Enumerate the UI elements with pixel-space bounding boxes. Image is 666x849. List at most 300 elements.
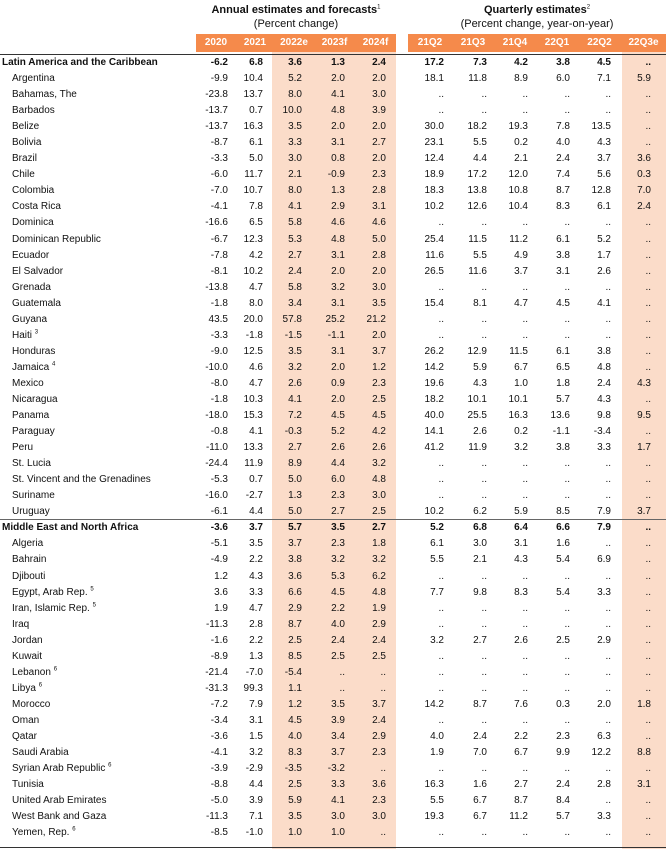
annual-value-cell: -11.3 — [205, 811, 228, 823]
quarterly-value-cell: 2.6 — [597, 265, 611, 277]
country-name: Middle East and North Africa — [2, 522, 139, 534]
country-row — [0, 248, 666, 264]
annual-value-cell: 3.0 — [288, 153, 302, 165]
annual-subtitle: (Percent change) — [253, 18, 339, 30]
col-header-2021: 2021 — [243, 37, 267, 48]
annual-value-cell: 7.2 — [288, 410, 302, 422]
annual-value-cell: 2.7 — [372, 137, 386, 149]
annual-value-cell: 3.4 — [288, 297, 302, 309]
quarterly-value-cell: .. — [605, 795, 611, 807]
annual-value-cell: 4.8 — [372, 586, 386, 598]
quarterly-value-cell: 4.3 — [597, 137, 611, 149]
quarterly-value-cell: 2.9 — [597, 634, 611, 646]
annual-value-cell: 3.5 — [372, 297, 386, 309]
row-label — [12, 633, 43, 649]
quarterly-value-cell: .. — [645, 426, 651, 438]
quarterly-value-cell: 2.6 — [473, 426, 487, 438]
quarterly-value-cell: 12.2 — [591, 747, 611, 759]
quarterly-value-cell: -1.1 — [552, 426, 570, 438]
quarterly-value-cell: 7.0 — [637, 185, 651, 197]
country-row — [0, 488, 666, 504]
quarterly-value-cell: 19.3 — [508, 121, 528, 133]
quarterly-value-cell: 4.0 — [430, 730, 444, 742]
annual-value-cell: 10.0 — [282, 105, 302, 117]
row-label — [12, 167, 35, 183]
annual-value-cell: 2.2 — [249, 554, 263, 566]
quarterly-value-cell: 6.6 — [556, 522, 570, 534]
annual-value-cell: 3.9 — [372, 105, 386, 117]
quarterly-value-cell: 10.2 — [424, 201, 444, 213]
annual-value-cell: 8.9 — [288, 458, 302, 470]
annual-value-cell: 4.7 — [249, 281, 263, 293]
quarterly-value-cell: .. — [564, 666, 570, 678]
quarterly-value-cell: 1.8 — [556, 377, 570, 389]
quarterly-value-cell: 1.6 — [473, 779, 487, 791]
quarterly-value-cell: 41.2 — [424, 442, 444, 454]
annual-value-cell: 5.3 — [331, 570, 345, 582]
quarterly-value-cell: 11.8 — [468, 73, 487, 85]
row-label — [12, 344, 55, 360]
country-name: Oman — [12, 714, 40, 726]
annual-value-cell: -0.9 — [327, 169, 345, 181]
quarterly-value-cell: 6.0 — [556, 73, 570, 85]
annual-value-cell: 2.4 — [331, 634, 345, 646]
quarterly-value-cell: .. — [564, 217, 570, 229]
annual-value-cell: 2.0 — [372, 265, 386, 277]
row-label — [12, 665, 57, 681]
quarterly-value-cell: 3.7 — [514, 265, 528, 277]
quarterly-value-cell: .. — [522, 763, 528, 775]
annual-value-cell: -3.6 — [210, 730, 228, 742]
row-label — [12, 440, 33, 456]
quarterly-value-cell: 4.0 — [556, 137, 570, 149]
footnote-marker: 4 — [52, 361, 56, 368]
country-name: St. Vincent and the Grenadines — [12, 474, 151, 486]
annual-value-cell: 3.3 — [331, 779, 345, 791]
quarterly-value-cell: .. — [605, 313, 611, 325]
annual-value-cell: 4.3 — [249, 570, 263, 582]
annual-value-cell: 10.7 — [243, 185, 263, 197]
country-row — [0, 793, 666, 809]
col-header-22q3e: 22Q3e — [628, 37, 659, 48]
quarterly-value-cell: .. — [564, 474, 570, 486]
row-label — [12, 617, 29, 633]
row-label — [12, 456, 51, 472]
annual-value-cell: 3.3 — [249, 586, 263, 598]
annual-value-cell: 2.9 — [331, 201, 345, 213]
quarterly-value-cell: 40.0 — [424, 410, 444, 422]
annual-value-cell: 4.1 — [249, 426, 263, 438]
row-label — [12, 552, 46, 568]
annual-value-cell: 1.5 — [249, 730, 263, 742]
country-name: Chile — [12, 169, 35, 181]
annual-value-cell: 4.0 — [288, 730, 302, 742]
annual-value-cell: 3.5 — [288, 121, 302, 133]
quarterly-value-cell: 6.7 — [514, 747, 528, 759]
annual-value-cell: 5.3 — [288, 233, 302, 245]
annual-value-cell: 3.0 — [372, 281, 386, 293]
annual-value-cell: 3.2 — [331, 281, 345, 293]
quarterly-value-cell: .. — [605, 490, 611, 502]
quarterly-value-cell: .. — [481, 602, 487, 614]
country-name: Djibouti — [12, 570, 46, 582]
annual-value-cell: 2.2 — [331, 602, 345, 614]
country-name: El Salvador — [12, 265, 64, 277]
annual-value-cell: .. — [380, 827, 386, 839]
quarterly-value-cell: 8.9 — [514, 73, 528, 85]
quarterly-value-cell: 9.8 — [473, 586, 487, 598]
quarterly-value-cell: 4.4 — [473, 153, 487, 165]
quarterly-value-cell: .. — [438, 763, 444, 775]
quarterly-value-cell: 5.6 — [597, 169, 611, 181]
annual-value-cell: 4.7 — [249, 377, 263, 389]
quarterly-value-cell: 19.6 — [424, 377, 444, 389]
annual-value-cell: 20.0 — [243, 313, 263, 325]
annual-value-cell: 3.7 — [331, 747, 345, 759]
quarterly-value-cell: .. — [481, 666, 487, 678]
row-label — [12, 569, 45, 585]
quarterly-value-cell: .. — [645, 393, 651, 405]
quarterly-value-cell: .. — [438, 827, 444, 839]
annual-title: Annual estimates and forecasts$^1$ — [211, 4, 381, 16]
quarterly-value-cell: .. — [645, 345, 651, 357]
quarterly-value-cell: 3.8 — [556, 57, 570, 68]
quarterly-value-cell: 6.5 — [556, 361, 570, 373]
quarterly-value-cell: .. — [645, 297, 651, 309]
annual-value-cell: 2.4 — [372, 634, 386, 646]
quarterly-value-cell: 12.0 — [508, 169, 528, 181]
row-label — [12, 135, 41, 151]
annual-value-cell: 0.7 — [249, 474, 263, 486]
annual-value-cell: 8.0 — [288, 185, 302, 197]
col-header-21q3: 21Q3 — [460, 37, 486, 48]
annual-value-cell: 2.7 — [288, 249, 302, 261]
quarterly-value-cell: .. — [564, 570, 570, 582]
quarterly-value-cell: .. — [438, 313, 444, 325]
quarterly-value-cell: .. — [481, 490, 487, 502]
annual-value-cell: -31.3 — [205, 682, 228, 694]
quarterly-value-cell: 5.9 — [514, 506, 528, 518]
quarterly-value-cell: 5.5 — [430, 795, 444, 807]
row-label — [12, 360, 55, 376]
quarterly-value-cell: .. — [645, 666, 651, 678]
quarterly-value-cell: 2.1 — [473, 554, 487, 566]
quarterly-value-cell: .. — [645, 121, 651, 133]
quarterly-value-cell: 3.2 — [514, 442, 528, 454]
country-name: Egypt, Arab Rep. — [12, 586, 88, 598]
quarterly-value-cell: .. — [605, 105, 611, 117]
country-name: Morocco — [12, 698, 51, 710]
annual-value-cell: 13.3 — [243, 442, 263, 454]
quarterly-value-cell: .. — [605, 281, 611, 293]
quarterly-value-cell: .. — [645, 714, 651, 726]
quarterly-value-cell: 8.7 — [514, 795, 528, 807]
quarterly-value-cell: 7.0 — [473, 747, 487, 759]
country-row — [0, 408, 666, 424]
quarterly-value-cell: .. — [645, 730, 651, 742]
annual-value-cell: 3.6 — [288, 57, 302, 68]
quarterly-column-header — [408, 34, 666, 52]
annual-value-cell: 2.5 — [288, 779, 302, 791]
country-row — [0, 87, 666, 103]
annual-value-cell: 10.4 — [243, 73, 263, 85]
quarterly-value-cell: 12.9 — [467, 345, 487, 357]
quarterly-value-cell: 13.6 — [550, 410, 570, 422]
quarterly-value-cell: 8.5 — [556, 506, 570, 518]
quarterly-value-cell: 18.2 — [424, 393, 444, 405]
quarterly-value-cell: 1.6 — [556, 538, 570, 550]
quarterly-value-cell: 13.8 — [467, 185, 487, 197]
annual-value-cell: 2.0 — [372, 329, 386, 341]
quarterly-value-cell: 9.9 — [556, 747, 570, 759]
country-name: Argentina — [12, 73, 55, 85]
annual-value-cell: 1.3 — [331, 57, 345, 68]
annual-value-cell: 2.7 — [331, 506, 345, 518]
quarterly-value-cell: 11.2 — [509, 233, 528, 245]
annual-value-cell: 0.8 — [331, 153, 345, 165]
quarterly-value-cell: .. — [564, 714, 570, 726]
quarterly-value-cell: .. — [438, 682, 444, 694]
annual-value-cell: -8.9 — [210, 650, 228, 662]
row-label — [12, 649, 42, 665]
annual-value-cell: 2.0 — [331, 361, 345, 373]
quarterly-value-cell: .. — [564, 763, 570, 775]
annual-value-cell: -1.1 — [327, 329, 345, 341]
row-label — [12, 232, 101, 248]
annual-value-cell: 12.3 — [243, 233, 263, 245]
country-row — [0, 504, 666, 520]
quarterly-value-cell: 5.7 — [556, 393, 570, 405]
quarterly-value-cell: .. — [438, 329, 444, 341]
quarterly-value-cell: 9.5 — [637, 410, 651, 422]
quarterly-value-cell: 3.3 — [597, 442, 611, 454]
annual-value-cell: 4.2 — [249, 249, 263, 261]
quarterly-value-cell: 3.1 — [514, 538, 528, 550]
annual-value-cell: 5.2 — [331, 426, 345, 438]
annual-value-cell: 4.4 — [331, 458, 345, 470]
annual-value-cell: 3.1 — [331, 249, 345, 261]
row-label — [12, 825, 76, 841]
quarterly-value-cell: 1.9 — [430, 747, 444, 759]
quarterly-value-cell: .. — [522, 650, 528, 662]
quarterly-value-cell: 0.3 — [556, 698, 570, 710]
annual-value-cell: 2.8 — [372, 185, 386, 197]
country-row — [0, 280, 666, 296]
annual-value-cell: 43.5 — [208, 313, 228, 325]
annual-value-cell: .. — [380, 763, 386, 775]
annual-value-cell: 2.5 — [288, 634, 302, 646]
country-row — [0, 456, 666, 472]
annual-value-cell: -1.8 — [245, 329, 263, 341]
quarterly-value-cell: .. — [645, 329, 651, 341]
country-row — [0, 360, 666, 376]
quarterly-value-cell: 8.3 — [514, 586, 528, 598]
quarterly-value-cell: 4.3 — [597, 393, 611, 405]
country-row — [0, 167, 666, 183]
quarterly-value-cell: .. — [605, 89, 611, 101]
country-name: Kuwait — [12, 650, 43, 662]
quarterly-value-cell: 15.4 — [424, 297, 444, 309]
annual-value-cell: 99.3 — [243, 682, 263, 694]
annual-value-cell: 3.6 — [372, 779, 386, 791]
quarterly-value-cell: .. — [564, 618, 570, 630]
quarterly-value-cell: 30.0 — [424, 121, 444, 133]
annual-value-cell: 3.7 — [288, 538, 302, 550]
annual-value-cell: 2.0 — [331, 393, 345, 405]
annual-value-cell: 4.5 — [331, 586, 345, 598]
quarterly-value-cell: .. — [522, 602, 528, 614]
row-label — [12, 681, 42, 697]
country-name: Iran, Islamic Rep. — [12, 602, 90, 614]
country-name: Bolivia — [12, 137, 42, 149]
quarterly-value-cell: 3.1 — [556, 265, 570, 277]
annual-value-cell: 2.5 — [372, 393, 386, 405]
quarterly-value-cell: 5.5 — [430, 554, 444, 566]
quarterly-value-cell: .. — [645, 554, 651, 566]
country-row — [0, 585, 666, 601]
col-header-21q2: 21Q2 — [417, 37, 443, 48]
annual-value-cell: 1.8 — [372, 538, 386, 550]
country-row — [0, 825, 666, 841]
quarterly-value-cell: .. — [645, 249, 651, 261]
annual-value-cell: 0.9 — [331, 377, 345, 389]
annual-value-cell: 4.8 — [331, 105, 345, 117]
country-row — [0, 215, 666, 231]
annual-value-cell: -6.2 — [210, 57, 228, 68]
quarterly-value-cell: .. — [438, 666, 444, 678]
country-name: Jamaica — [12, 361, 50, 373]
annual-value-cell: -8.5 — [210, 827, 228, 839]
country-name: Jordan — [12, 634, 43, 646]
country-row — [0, 392, 666, 408]
annual-value-cell: 5.9 — [288, 795, 302, 807]
quarterly-value-cell: 18.9 — [424, 169, 444, 181]
quarterly-value-cell: 6.3 — [597, 730, 611, 742]
annual-value-cell: 4.6 — [372, 217, 386, 229]
row-label — [12, 536, 43, 552]
annual-header-group — [196, 4, 396, 31]
quarterly-value-cell: 7.1 — [597, 73, 611, 85]
annual-value-cell: 3.4 — [331, 730, 345, 742]
annual-value-cell: -7.2 — [210, 698, 228, 710]
annual-value-cell: 1.1 — [288, 682, 302, 694]
quarterly-value-cell: 8.1 — [473, 297, 487, 309]
row-label — [12, 424, 55, 440]
quarterly-value-cell: .. — [522, 714, 528, 726]
quarterly-value-cell: .. — [645, 105, 651, 117]
annual-value-cell: 2.0 — [331, 121, 345, 133]
quarterly-value-cell: 4.5 — [556, 297, 570, 309]
country-row — [0, 424, 666, 440]
quarterly-value-cell: .. — [522, 666, 528, 678]
quarterly-value-cell: 6.1 — [430, 538, 444, 550]
row-label — [12, 248, 49, 264]
annual-value-cell: 1.0 — [331, 827, 345, 839]
quarterly-value-cell: .. — [645, 602, 651, 614]
country-row — [0, 729, 666, 745]
quarterly-value-cell: 17.2 — [424, 57, 444, 68]
annual-value-cell: 4.7 — [249, 602, 263, 614]
annual-value-cell: 2.3 — [331, 538, 345, 550]
annual-value-cell: 1.3 — [249, 650, 263, 662]
annual-value-cell: 3.5 — [331, 698, 345, 710]
annual-value-cell: -6.7 — [210, 233, 228, 245]
annual-value-cell: 11.9 — [244, 458, 263, 470]
annual-value-cell: 25.2 — [325, 313, 345, 325]
annual-value-cell: -13.7 — [205, 121, 228, 133]
bottom-rule — [0, 847, 666, 848]
quarterly-value-cell: .. — [564, 313, 570, 325]
quarterly-value-cell: 1.7 — [597, 249, 611, 261]
annual-value-cell: 3.0 — [331, 811, 345, 823]
annual-value-cell: 0.7 — [249, 105, 263, 117]
quarterly-value-cell: 4.1 — [597, 297, 611, 309]
annual-value-cell: 6.1 — [249, 137, 263, 149]
quarterly-value-cell: .. — [564, 682, 570, 694]
quarterly-value-cell: .. — [438, 89, 444, 101]
country-row — [0, 633, 666, 649]
row-label — [12, 729, 37, 745]
annual-value-cell: -8.8 — [210, 779, 228, 791]
annual-value-cell: -3.5 — [284, 763, 302, 775]
quarterly-value-cell: .. — [605, 329, 611, 341]
quarterly-value-cell: .. — [438, 458, 444, 470]
quarterly-value-cell: 11.6 — [468, 265, 487, 277]
footnote-marker: 6 — [72, 826, 76, 833]
quarterly-value-cell: .. — [605, 666, 611, 678]
quarterly-value-cell: .. — [605, 570, 611, 582]
annual-value-cell: 5.0 — [288, 474, 302, 486]
quarterly-value-cell: 10.1 — [467, 393, 487, 405]
quarterly-value-cell: 25.4 — [424, 233, 444, 245]
quarterly-value-cell: 2.8 — [597, 779, 611, 791]
quarterly-value-cell: .. — [522, 458, 528, 470]
annual-value-cell: 2.0 — [372, 121, 386, 133]
quarterly-value-cell: .. — [438, 650, 444, 662]
row-label — [12, 745, 69, 761]
annual-value-cell: 13.7 — [243, 89, 263, 101]
quarterly-value-cell: 2.4 — [597, 377, 611, 389]
row-label — [12, 103, 55, 119]
annual-value-cell: 3.5 — [331, 522, 345, 534]
row-label — [12, 183, 54, 199]
quarterly-value-cell: 2.2 — [514, 730, 528, 742]
annual-value-cell: 1.0 — [288, 827, 302, 839]
quarterly-value-cell: .. — [438, 714, 444, 726]
country-name: United Arab Emirates — [12, 795, 107, 807]
row-label — [2, 55, 158, 71]
annual-value-cell: 1.3 — [288, 490, 302, 502]
quarterly-value-cell: 2.6 — [514, 634, 528, 646]
quarterly-value-cell: 6.7 — [473, 795, 487, 807]
country-row — [0, 536, 666, 552]
quarterly-value-cell: 8.7 — [473, 698, 487, 710]
annual-value-cell: -5.1 — [210, 538, 228, 550]
annual-value-cell: -4.9 — [210, 554, 228, 566]
annual-value-cell: 4.1 — [331, 795, 345, 807]
annual-value-cell: 3.0 — [372, 490, 386, 502]
annual-value-cell: 4.1 — [331, 89, 345, 101]
country-name: Uruguay — [12, 506, 50, 518]
country-name: Dominica — [12, 217, 54, 229]
quarterly-value-cell: 0.2 — [514, 137, 528, 149]
quarterly-value-cell: 3.2 — [430, 634, 444, 646]
annual-value-cell: 3.0 — [372, 811, 386, 823]
annual-value-cell: 6.8 — [249, 57, 263, 68]
row-label — [12, 264, 63, 280]
annual-value-cell: 5.8 — [288, 217, 302, 229]
annual-value-cell: -16.6 — [205, 217, 228, 229]
